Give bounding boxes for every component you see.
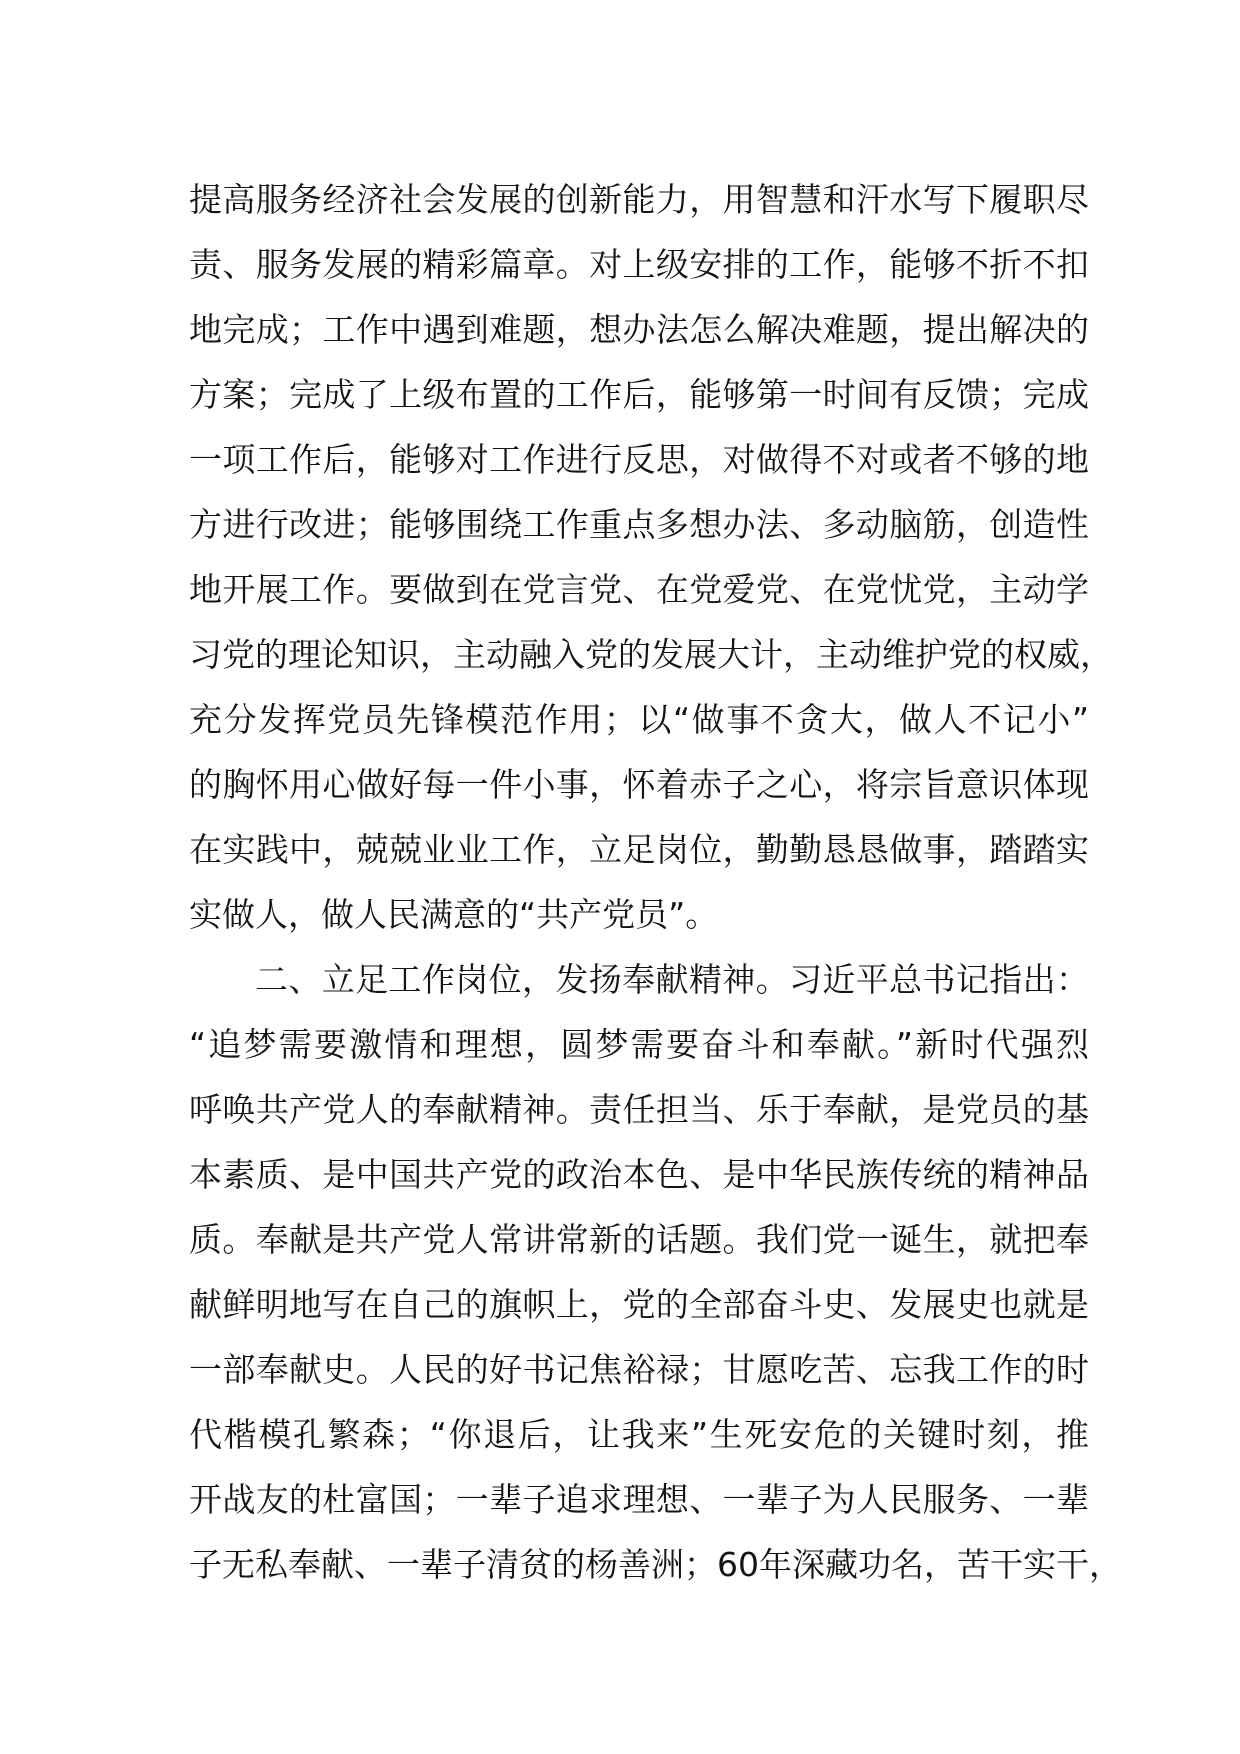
text-line-6: 方进行改进；能够围绕工作重点多想办法、多动脑筋，创造性 — [189, 505, 1089, 544]
text-line-11: 在实践中，兢兢业业工作，立足岗位，勤勤恳恳做事，踏踏实 — [189, 830, 1089, 869]
text-line-14: “追梦需要激情和理想，圆梦需要奋斗和奉献。”新时代强烈 — [189, 1025, 1089, 1064]
text-line-12: 实做人，做人民满意的“共产党员”。 — [189, 895, 719, 934]
text-line-10: 的胸怀用心做好每一件小事，怀着赤子之心，将宗旨意识体现 — [189, 765, 1089, 804]
text-line-4: 方案；完成了上级布置的工作后，能够第一时间有反馈；完成 — [189, 375, 1089, 414]
body-text — [189, 167, 1122, 1597]
text-line-8: 习党的理论知识，主动融入党的发展大计，主动维护党的权威， — [189, 635, 1113, 674]
text-line-22: 子无私奉献、一辈子清贫的杨善洲；60年深藏功名，苦干实干， — [189, 1545, 1122, 1584]
text-line-19: 一部奉献史。人民的好书记焦裕禄；甘愿吃苦、忘我工作的时 — [189, 1350, 1089, 1389]
text-line-16: 本素质、是中国共产党的政治本色、是中华民族传统的精神品 — [189, 1155, 1089, 1194]
text-line-17: 质。奉献是共产党人常讲常新的话题。我们党一诞生，就把奉 — [189, 1220, 1089, 1259]
text-line-7: 地开展工作。要做到在党言党、在党爱党、在党忧党，主动学 — [189, 570, 1089, 609]
text-line-21: 开战友的杜富国；一辈子追求理想、一辈子为人民服务、一辈 — [189, 1480, 1089, 1519]
text-line-20: 代楷模孔繁森；“你退后，让我来”生死安危的关键时刻，推 — [189, 1415, 1089, 1454]
text-line-1: 提高服务经济社会发展的创新能力，用智慧和汗水写下履职尽 — [189, 180, 1089, 219]
text-line-15: 呼唤共产党人的奉献精神。责任担当、乐于奉献，是党员的基 — [189, 1090, 1089, 1129]
text-line-3: 地完成；工作中遇到难题，想办法怎么解决难题，提出解决的 — [189, 310, 1089, 349]
text-line-2: 责、服务发展的精彩篇章。对上级安排的工作，能够不折不扣 — [189, 245, 1089, 284]
text-line-13: 二、立足工作岗位，发扬奉献精神。习近平总书记指出： — [255, 960, 1089, 999]
text-line-5: 一项工作后，能够对工作进行反思，对做得不对或者不够的地 — [189, 440, 1089, 479]
text-line-18: 献鲜明地写在自己的旗帜上，党的全部奋斗史、发展史也就是 — [189, 1285, 1089, 1324]
text-line-9: 充分发挥党员先锋模范作用；以“做事不贪大，做人不记小” — [189, 700, 1089, 739]
